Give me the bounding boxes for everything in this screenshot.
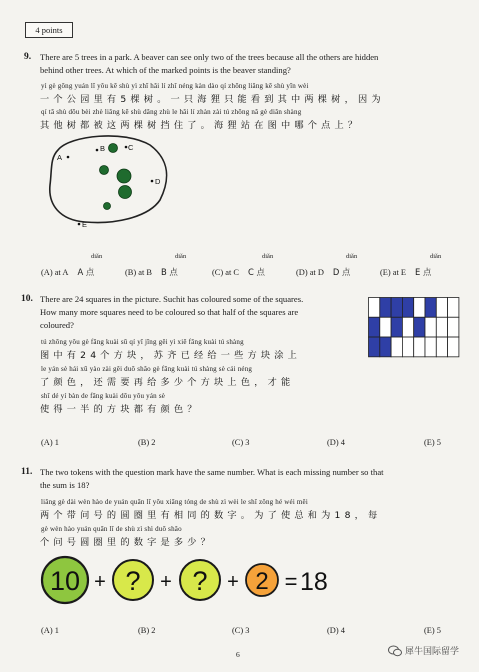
q10-option-c[interactable]: (C) 3 [232,438,250,447]
plus-sign-2: + [160,571,172,593]
q9-number: 9. [24,52,32,62]
q10-pinyin-line-1: tú zhōng yǒu gè fāng kuài sū qí yǐ jīng gěi yì xiē fāng kuài tú shàng [41,338,244,346]
q10-pinyin-line-2: le yán sè hái xū yào zài gěi duō shǎo gè fāng kuài tú shàng sè cái néng [41,365,253,373]
q9-option-c-label: (C) at C [212,268,239,277]
q11-option-e[interactable]: (E) 5 [424,626,441,635]
q9-option-b-cn: B 点 [160,267,178,277]
points-badge: 4 points [25,22,73,38]
q9-pinyin-line-1: yì gè gōng yuán lǐ yǒu kē shù yì zhī hǎi lí zhǐ néng kàn dào qí zhōng liǎng kē shù yīn wèi [41,82,309,90]
q9-chinese-line-2: 其他树都被这两棵树挡住了。海狸站在图中哪个点上？ [40,120,362,131]
q10-option-a[interactable]: (A) 1 [41,438,59,447]
q9-option-a-cn: A 点 [77,267,95,277]
q11-option-d[interactable]: (D) 4 [327,626,345,635]
q10-english-line-3: coloured? [40,320,74,330]
q9-option-d-cn: D 点 [332,267,351,277]
wechat-icon [388,645,402,657]
q11-chinese-line-2: 个问号圆圈里的数字是多少？ [40,537,215,548]
q9-option-d-label: (D) at D [296,268,324,277]
q10-number: 10. [21,294,33,304]
plus-sign-1: + [94,571,106,593]
q11-english-line-2: the sum is 18? [40,480,90,490]
page-number: 6 [236,650,240,659]
token-question-2-text: ? [192,566,208,596]
q9-option-e-cn: E 点 [415,267,432,277]
q9-option-a-label: (A) at A [41,268,69,277]
q10-pinyin-line-3: shǐ dé yí bàn de fāng kuài dōu yǒu yán sè [41,392,166,400]
q11-option-c[interactable]: (C) 3 [232,626,250,635]
q11-option-a[interactable]: (A) 1 [41,626,59,635]
watermark [388,644,459,657]
plus-sign-3: + [227,571,239,593]
q9-option-b-pinyin: diǎn [175,253,187,260]
watermark-text: 犀牛国际留学 [405,647,460,657]
q11-english-line-1: The two tokens with the question mark have the same number. What is each missing number so that [40,467,384,477]
point-c-label: C [128,143,134,152]
q10-english-line-2: How many more squares need to be coloured so that half of the squares are [40,307,299,317]
q9-option-e-pinyin: diǎn [430,253,442,260]
sum-value: 18 [300,568,328,596]
q11-chinese-line-1: 两个带问号的圆圈里有相同的数字。为了使总和为18，每 [40,510,382,521]
q10-option-d[interactable]: (D) 4 [327,438,345,447]
q11-pinyin-line-2: gè wèn hào yuán quān lǐ de shù zì shì duō shǎo [41,525,182,533]
point-d-label: D [155,177,161,186]
token-2-text: 2 [255,568,269,595]
q9-option-d-pinyin: diǎn [346,253,358,260]
q11-option-b[interactable]: (B) 2 [138,626,156,635]
q9-option-c-pinyin: diǎn [262,253,274,260]
q10-chinese-line-1: 图中有24个方块，苏齐已经给一些方块涂上 [40,350,302,361]
q10-chinese-line-2: 了颜色，还需要再给多少个方块上色，才能 [40,377,295,388]
q9-option-b-label: (B) at B [125,268,152,277]
q11-pinyin-line-1: liǎng gè dài wèn hào de yuán quān lǐ yǒu xiāng tóng de shù zì wèi le shǐ zǒng hé wéi měi [41,498,309,506]
q10-chinese-line-3: 使得一半的方块都有颜色？ [40,404,201,415]
q9-pinyin-line-2: qí tā shù dōu bèi zhè liǎng kē shù dǎng zhù le hǎi lí zhàn zài tú zhōng nǎ gè diǎn shàng [41,108,302,116]
q9-option-c-cn: C 点 [247,267,265,277]
q10-option-b[interactable]: (B) 2 [138,438,156,447]
q10-option-e[interactable]: (E) 5 [424,438,441,447]
q9-english-line-2: behind other trees. At which of the marked points is the beaver standing? [40,65,291,75]
q9-chinese-line-1: 一个公园里有5棵树。一只海狸只能看到其中两棵树，因为 [40,94,385,105]
q11-number: 11. [21,467,33,477]
token-question-1-text: ? [125,566,141,596]
q9-english-line-1: There are 5 trees in a park. A beaver can see only two of the trees because all the others are hidden [40,52,379,62]
point-a-label: A [57,153,63,162]
q9-option-e-label: (E) at E [380,268,407,277]
point-b-label: B [100,144,106,153]
q10-english-line-1: There are 24 squares in the picture. Suchit has coloured some of the squares. [40,294,304,304]
point-e-label: E [82,220,88,229]
equals-sign: = [284,569,298,594]
q9-option-a-pinyin: diǎn [91,253,103,260]
token-10-text: 10 [49,566,81,596]
